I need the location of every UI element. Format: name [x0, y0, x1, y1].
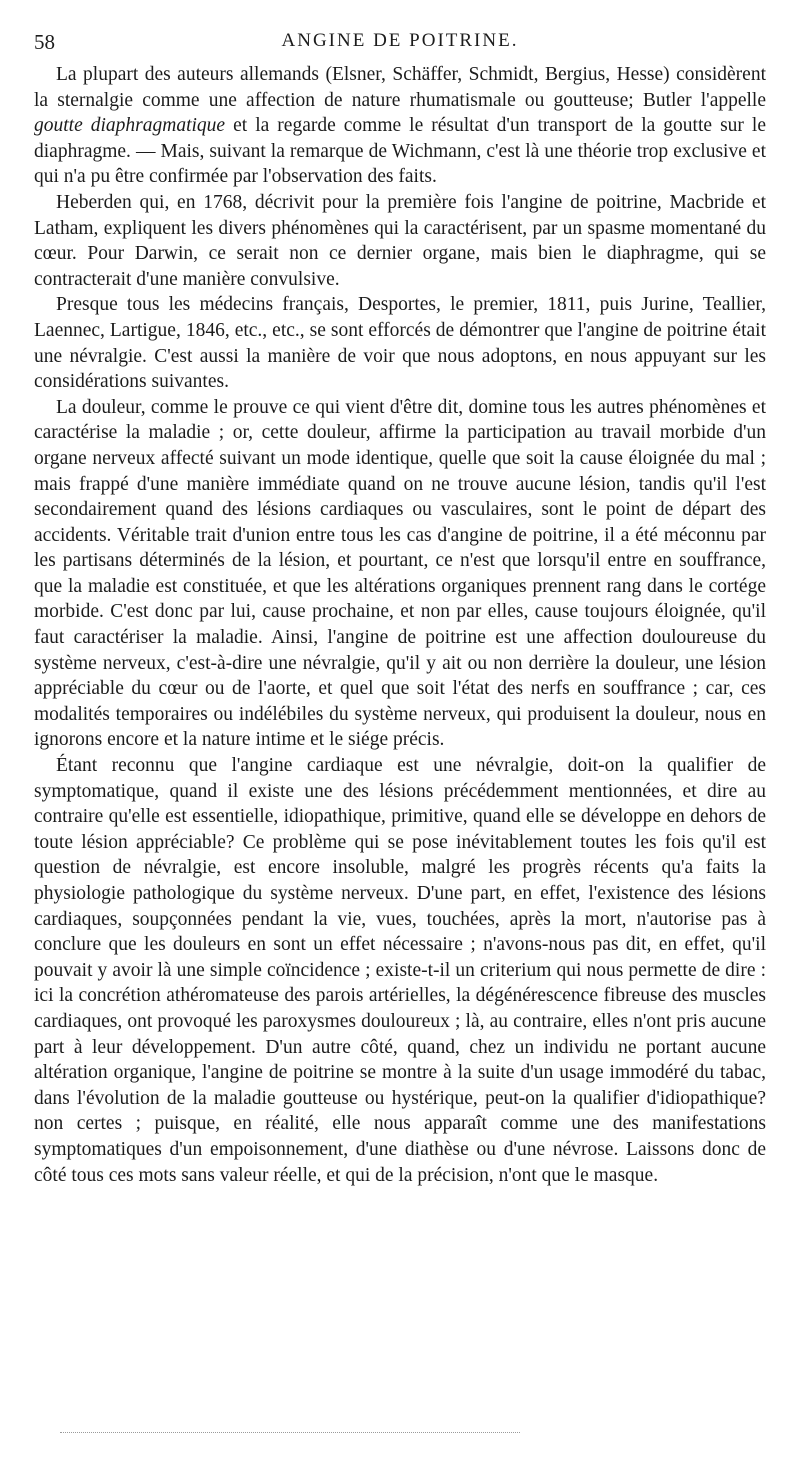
- paragraph-text: La plupart des auteurs allemands (Elsner, Schäffer, Schmidt, Bergius, Hesse) considèrent la sternalgie comme une affection de nature rhumatismale ou goutteuse; Butler l'appelle: [34, 64, 766, 111]
- footer-dotted-rule: [60, 1432, 520, 1433]
- running-title: ANGINE DE POITRINE.: [281, 30, 519, 51]
- page-number: 58: [34, 30, 55, 54]
- running-head: [34, 30, 766, 56]
- paragraph: [34, 62, 766, 190]
- paragraph: Étant reconnu que l'angine cardiaque est une névralgie, doit-on la qualifier de symptomatique, quand il existe une des lésions précédemment mentionnées, et dire au contraire qu'elle est essentielle, idiopathique, primitive, quand elle se développe en dehors de toute lésion appréciable? Ce problème qui se pose inévitablement toutes les fois qu'il est question de névralgie, est encore insoluble, malgré les progrès récents qu'a faits la physiologie pathologique du système nerveux. D'une part, en effet, l'existence des lésions cardiaques, soupçonnées pendant la vie, vues, touchées, après la mort, n'autorise pas à conclure que les douleurs en sont un effet nécessaire ; n'avons-nous pas dit, en effet, qu'il pouvait y avoir là une simple coïncidence ; existe-t-il un criterium qui nous permette de dire : ici la concrétion athéromateuse des parois artérielles, la dégénérescence fibreuse des muscles cardiaques, ont provoqué les paroxysmes douloureux ; là, au contraire, elles n'ont pris aucune part à leur développement. D'un autre côté, quand, chez un individu ne portant aucune altération organique, l'angine de poitrine se montre à la suite d'un usage immodéré du tabac, dans l'évolution de la maladie goutteuse ou hystérique, peut-on la qualifier d'idiopathique? non certes ; puisque, en réalité, elle nous apparaît comme une des manifestations symptomatiques d'un empoisonnement, d'une diathèse ou d'une névrose. Laissons donc de côté tous ces mots sans valeur réelle, et qui de la précision, n'ont que le masque.: [34, 755, 766, 1186]
- body-text: [34, 62, 766, 1188]
- paragraph: La douleur, comme le prouve ce qui vient d'être dit, domine tous les autres phénomènes et caractérise la maladie ; or, cette douleur, affirme la participation au travail morbide d'un organe nerveux affecté suivant un mode identique, quelle que soit la cause éloignée du mal ; mais frappé d'une manière immédiate quand on ne trouve aucune lésion, tandis qu'il l'est secondairement quand des lésions cardiaques ou vasculaires, sont le point de départ des accidents. Véritable trait d'union entre tous les cas d'angine de poitrine, il a été méconnu par les partisans déterminés de la lésion, et pourtant, ce n'est que lorsqu'il entre en souffrance, que la maladie est constituée, et que les altérations organiques prennent rang dans le cortége morbide. C'est donc par lui, cause prochaine, et non par elles, cause toujours éloignée, qu'il faut caractériser la maladie. Ainsi, l'angine de poitrine est une affection douloureuse du système nerveux, c'est-à-dire une névralgie, qu'il y ait ou non derrière la douleur, une lésion appréciable du cœur ou de l'aorte, et quel que soit l'état des nerfs en souffrance ; car, ces modalités temporaires ou indélébiles du système nerveux, qui produisent la douleur, nous en ignorons encore et la nature intime et le siége précis.: [34, 396, 766, 751]
- italic-term: goutte diaphragmatique: [34, 115, 226, 137]
- paragraph: Presque tous les médecins français, Desportes, le premier, 1811, puis Jurine, Teallier, Laennec, Lartigue, 1846, etc., etc., se sont efforcés de démontrer que l'angine de poitrine était une névralgie. C'est aussi la manière de voir que nous adoptons, en nous appuyant sur les considérations suivantes.: [34, 294, 766, 393]
- paragraph: Heberden qui, en 1768, décrivit pour la première fois l'angine de poitrine, Macbride et Latham, expliquent les divers phénomènes qui la caractérisent, par un spasme momentané du cœur. Pour Darwin, ce serait non ce dernier organe, mais bien le diaphragme, qui se contracterait d'une manière convulsive.: [34, 191, 766, 290]
- paragraph-text: et la regarde comme le résultat d'un transport de la goutte sur le diaphragme. — Mais, suivant la remarque de Wichmann, c'est là une théorie trop exclusive et qui n'a pu être confirmée par l'observation des faits.: [34, 115, 766, 188]
